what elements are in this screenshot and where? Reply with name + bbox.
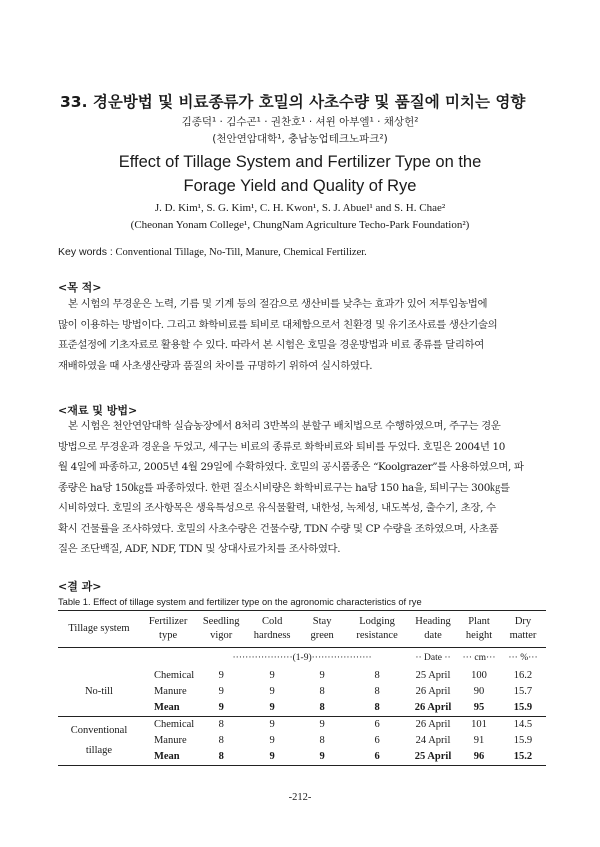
methods-paragraph [58,416,546,560]
tillage-conventional [58,717,140,766]
header-fertilizer: Fertilizer type [140,611,196,648]
keywords-text: Conventional Tillage, No-Till, Manure, Chemical Fertilizer. [115,247,367,258]
paragraph-line: 시비하였다. 호밀의 조사항목은 생육특성으로 유식물활력, 내한성, 녹체성, 내도복성, 출수기, 초장, 수 [58,502,496,514]
paragraph-line: 본 시험의 무경운은 노력, 기름 및 기계 등의 절감으로 생산비를 낮추는 효과가 있어 저투입농법에 [68,298,488,310]
cell-type: Chemical [153,670,195,681]
unit-date: ·· Date ·· [415,653,451,663]
table-caption: Table 1. Effect of tillage system and fertilizer type on the agronomic characteristics of rye [58,597,422,607]
cell-stay: 8 [319,686,325,697]
cell-stay: 8 [298,700,346,717]
korean-authors: 김종덕¹ · 김수곤¹ · 권찬호¹ · 셔윈 아부엘¹ · 채상헌² [181,116,419,128]
cell-lodging: 6 [346,749,408,766]
cell-dm: 15.2 [500,749,546,766]
cell-vigor: 9 [218,686,224,697]
cell-lodging: 8 [346,700,408,717]
english-affiliation: (Cheonan Yonam College¹, ChungNam Agriculture Techo-Park Foundation²) [130,219,470,231]
header-seedling: Seedling vigor [196,611,246,648]
cell-height: 96 [458,749,500,766]
paragraph-line: 월 4일에 파종하고, 2005년 4월 29일에 수확하였다. 호밀의 공시품종은 “Koolgrazer”를 사용하였으며, 파 [58,461,524,473]
cell-dm: 16.2 [513,670,533,681]
paragraph-line: 질은 조단백질, ADF, NDF, TDN 및 상대사료가치를 조사하였다. [58,543,341,555]
cell-type: Manure [153,686,187,697]
results-heading: <결 과> [58,580,102,593]
korean-affiliation: (천안연암대학¹, 충남농업테크노파크²) [212,133,388,145]
unit-cm: ··· cm··· [462,653,496,663]
cell-heading: 26 April [415,686,451,697]
objective-heading: <목 적> [58,281,102,294]
cell-height: 91 [473,735,485,746]
cell-type: Mean [140,700,196,717]
cell-heading: 25 April [415,670,451,681]
cell-cold: 9 [269,735,275,746]
keywords-line [58,246,367,258]
keywords-label: Key words : [58,246,113,258]
header-tillage: Tillage system [58,611,140,648]
cell-lodging: 8 [374,686,380,697]
cell-vigor: 9 [196,700,246,717]
cell-dm: 14.5 [513,719,533,730]
cell-stay: 9 [319,670,325,681]
cell-lodging: 8 [374,670,380,681]
header-lodging: Lodging resistance [346,611,408,648]
paragraph-line: 종량은 ha당 150㎏를 파종하였다. 한편 질소시비량은 화학비료구는 ha당 150 ha을, 퇴비구는 300㎏를 [58,481,510,494]
cell-heading: 24 April [415,735,451,746]
cell-type: Chemical [153,719,195,730]
cell-cold: 9 [269,670,275,681]
cell-stay: 9 [319,719,325,730]
agronomic-table [58,610,546,766]
cell-dm: 15.9 [500,700,546,717]
cell-lodging: 6 [374,735,380,746]
cell-vigor: 9 [218,670,224,681]
unit-percent: ··· %··· [508,653,538,663]
cell-cold: 9 [269,719,275,730]
cell-stay: 9 [298,749,346,766]
tillage-notill: No-till [58,668,140,717]
cell-vigor: 8 [218,719,224,730]
english-title-line1: Effect of Tillage System and Fertilizer Type on the [118,153,482,171]
header-heading: Heading date [408,611,458,648]
cell-stay: 8 [319,735,325,746]
cell-vigor: 8 [218,735,224,746]
cell-height: 101 [471,719,487,730]
table-row [58,668,546,684]
cell-heading: 26 April [415,719,451,730]
header-dm: Dry matter [500,611,546,648]
paragraph-line: 방법으로 무경운과 경운을 두었고, 세구는 비료의 종류로 화학비료와 퇴비를 두었다. 호밀은 2004년 10 [58,440,506,453]
header-cold: Cold hardness [246,611,298,648]
paragraph-line: 재배하였을 때 사초생산량과 품질의 차이를 규명하기 위하여 실시하였다. [58,359,373,372]
table-row [58,717,546,734]
page-number: -212- [288,792,312,803]
paragraph-line: 표준설정에 기초자료로 활용할 수 있다. 따라서 본 시험은 호밀을 경운방법과 비료 종류를 달리하여 [58,339,484,351]
cell-cold: 9 [246,700,298,717]
cell-heading: 26 April [408,700,458,717]
tillage-conventional-line1: Conventional [70,725,128,736]
methods-heading: <재료 및 방법> [58,404,138,417]
cell-height: 95 [458,700,500,717]
cell-cold: 9 [269,686,275,697]
header-height: Plant height [458,611,500,648]
cell-dm: 15.7 [513,686,533,697]
cell-type: Manure [153,735,187,746]
cell-vigor: 8 [196,749,246,766]
objective-paragraph [58,294,546,376]
cell-dm: 15.9 [513,735,533,746]
english-title-line2: Forage Yield and Quality of Rye [183,177,417,195]
paragraph-line: 많이 이용하는 방법이다. 그리고 화학비료를 퇴비로 대체함으로서 친환경 및 유기조사료를 생산기술의 [58,318,498,331]
cell-heading: 25 April [408,749,458,766]
table-header-row [58,611,546,648]
korean-title: 33. 경운방법 및 비료종류가 호밀의 사초수량 및 품질에 미치는 영향 [60,93,526,111]
cell-lodging: 6 [374,719,380,730]
cell-height: 100 [471,670,487,681]
tillage-conventional-line2: tillage [85,745,113,756]
paragraph-line: 본 시험은 천안연암대학 실습농장에서 8처리 3반복의 분할구 배치법으로 수행하였으며, 주구는 경운 [68,420,501,432]
header-stay: Stay green [298,611,346,648]
paragraph-line: 확시 건물률을 조사하였다. 호밀의 사초수량은 건물수량, TDN 수량 및 CP 수량을 조하였으며, 사초품 [58,522,499,535]
unit-scale: ···················(1-9)··················· [232,653,372,663]
units-row [58,648,546,669]
cell-type: Mean [140,749,196,766]
english-authors: J. D. Kim¹, S. G. Kim¹, C. H. Kwon¹, S. J. Abuel¹ and S. H. Chae² [154,202,446,214]
cell-height: 90 [473,686,485,697]
cell-cold: 9 [246,749,298,766]
